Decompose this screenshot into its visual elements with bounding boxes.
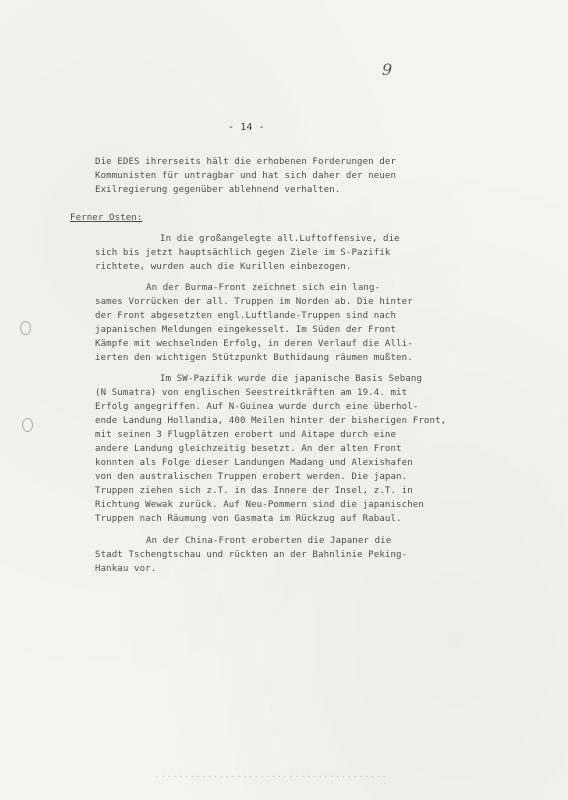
para2-line-1: An der Burma-Front zeichnet sich ein lang- (146, 283, 381, 293)
para2-line-6: ierten den wichtigen Stützpunkt Buthidaung räumen mußten. (95, 353, 413, 363)
para3-line-5: mit seinen 3 Flugplätzen erobert und Aitape durch eine (95, 430, 397, 440)
para2-line-5: Kämpfe mit wechselnden Erfolg, in deren Verlauf die Alli- (95, 339, 413, 349)
intro-line-2: Kommunisten für untragbar und hat sich daher der neuen (95, 171, 397, 181)
para1-line-1: In die großangelegte all.Luftoffensive, die (160, 234, 400, 244)
para2-line-2: sames Vorrücken der all. Truppen im Norden ab. Die hinter (95, 297, 413, 307)
para3-line-2: (N Sumatra) von englischen Seestreitkräften am 19.4. mit (95, 388, 408, 398)
section-heading: Ferner Osten: (70, 213, 143, 223)
punch-hole-mark (20, 321, 31, 335)
para4-line-3: Hankau vor. (95, 564, 157, 574)
page-number: - 14 - (228, 122, 265, 133)
intro-line-3: Exilregierung gegenüber ablehnend verhalten. (95, 185, 341, 195)
para4-line-2: Stadt Tschengtschau und rückten an der Bahnlinie Peking- (95, 550, 408, 560)
para3-line-6: andere Landung gleichzeitig besetzt. An der alten Front (95, 444, 402, 454)
para2-line-3: der Front abgesetzten engl.Luftlande-Truppen sind nach (95, 311, 397, 321)
para1-line-2: sich bis jetzt hauptsächlich gegen Ziele im S-Pazifik (95, 248, 391, 258)
intro-line-1: Die EDES ihrerseits hält die erhobenen Forderungen der (95, 157, 397, 167)
para3-line-9: Truppen ziehen sich z.T. in das Innere der Insel, z.T. in (95, 486, 413, 496)
para3-line-3: Erfolg angegriffen. Auf N-Guinea wurde durch eine überhol- (95, 402, 419, 412)
para3-line-8: von den australischen Truppen erobert werden. Die japan. (95, 472, 408, 482)
punch-hole-mark-2 (22, 418, 33, 432)
margin-annotation: 9 (382, 60, 393, 79)
para4-line-1: An der China-Front eroberten die Japaner die (146, 536, 392, 546)
para3-line-4: ende Landung Hollandia, 400 Meilen hinter der bisherigen Front, (95, 416, 447, 426)
footer-smudge: ........................................ (155, 770, 388, 779)
para2-line-4: japanischen Meldungen eingekesselt. Im Süden der Front (95, 325, 397, 335)
para3-line-10: Richtung Wewak zurück. Auf Neu-Pommern sind die japanischen (95, 500, 424, 510)
para1-line-3: richtete, wurden auch die Kurillen einbezogen. (95, 262, 352, 272)
para3-line-11: Truppen nach Räumung von Gasmata im Rückzug auf Rabaul. (95, 514, 402, 524)
para3-line-1: Im SW-Pazifik wurde die japanische Basis Sebang (160, 374, 423, 384)
para3-line-7: konnten als Folge dieser Landungen Madang und Alexishafen (95, 458, 413, 468)
